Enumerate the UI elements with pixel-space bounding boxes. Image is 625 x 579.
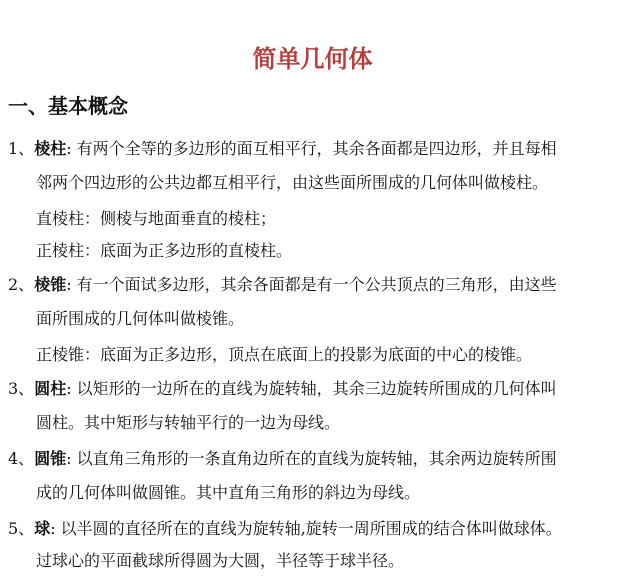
- definition-continuation: 成的几何体叫做圆锥。其中直角三角形的斜边为母线。: [36, 483, 421, 502]
- definition-continuation: 圆柱。其中矩形与转轴平行的一边为母线。: [36, 413, 341, 432]
- term-label: 棱锥: [34, 275, 67, 294]
- item-number: 1、: [8, 139, 35, 158]
- definition-continuation: 过球心的平面截球所得圆为大圆，半径等于球半径。: [36, 551, 405, 570]
- definition-text: : 以半圆的直径所在的直线为旋转轴,旋转一周所围成的结合体叫做球体。: [50, 519, 562, 538]
- definition-continuation: 面所围成的几何体叫做棱锥。: [36, 309, 245, 328]
- item-number: 5、: [8, 519, 35, 538]
- item-number: 2、: [8, 275, 35, 294]
- sub-definition: 正棱锥：底面为正多边形，顶点在底面上的投影为底面的中心的棱锥。: [36, 345, 533, 364]
- definition-text: : 以直角三角形的一条直角边所在的直线为旋转轴，其余两边旋转所围: [66, 449, 557, 468]
- definition-line: [8, 378, 557, 400]
- document-title: 简单几何体: [252, 45, 373, 73]
- definition-continuation: 邻两个四边形的公共边都互相平行，由这些面所围成的几何体叫做棱柱。: [36, 173, 549, 192]
- definition-text: : 有一个面试多边形，其余各面都是有一个公共顶点的三角形，由这些: [66, 275, 557, 294]
- term-label: 圆柱: [34, 379, 67, 398]
- sub-definition: 直棱柱：侧棱与地面垂直的棱柱；: [36, 209, 277, 228]
- definition-line: [8, 448, 557, 470]
- definition-line: [8, 138, 557, 160]
- definition-line: [8, 518, 562, 540]
- definition-line: [8, 274, 557, 296]
- definition-text: : 有两个全等的多边形的面互相平行，其余各面都是四边形，并且每相: [66, 139, 557, 158]
- term-label: 棱柱: [34, 139, 67, 158]
- item-number: 3、: [8, 379, 35, 398]
- term-label: 圆锥: [34, 449, 67, 468]
- item-number: 4、: [8, 449, 35, 468]
- definition-text: : 以矩形的一边所在的直线为旋转轴，其余三边旋转所围成的几何体叫: [66, 379, 557, 398]
- sub-definition: 正棱柱：底面为正多边形的直棱柱。: [36, 241, 293, 260]
- term-label: 球: [34, 519, 51, 538]
- section-heading: 一、基本概念: [8, 94, 128, 118]
